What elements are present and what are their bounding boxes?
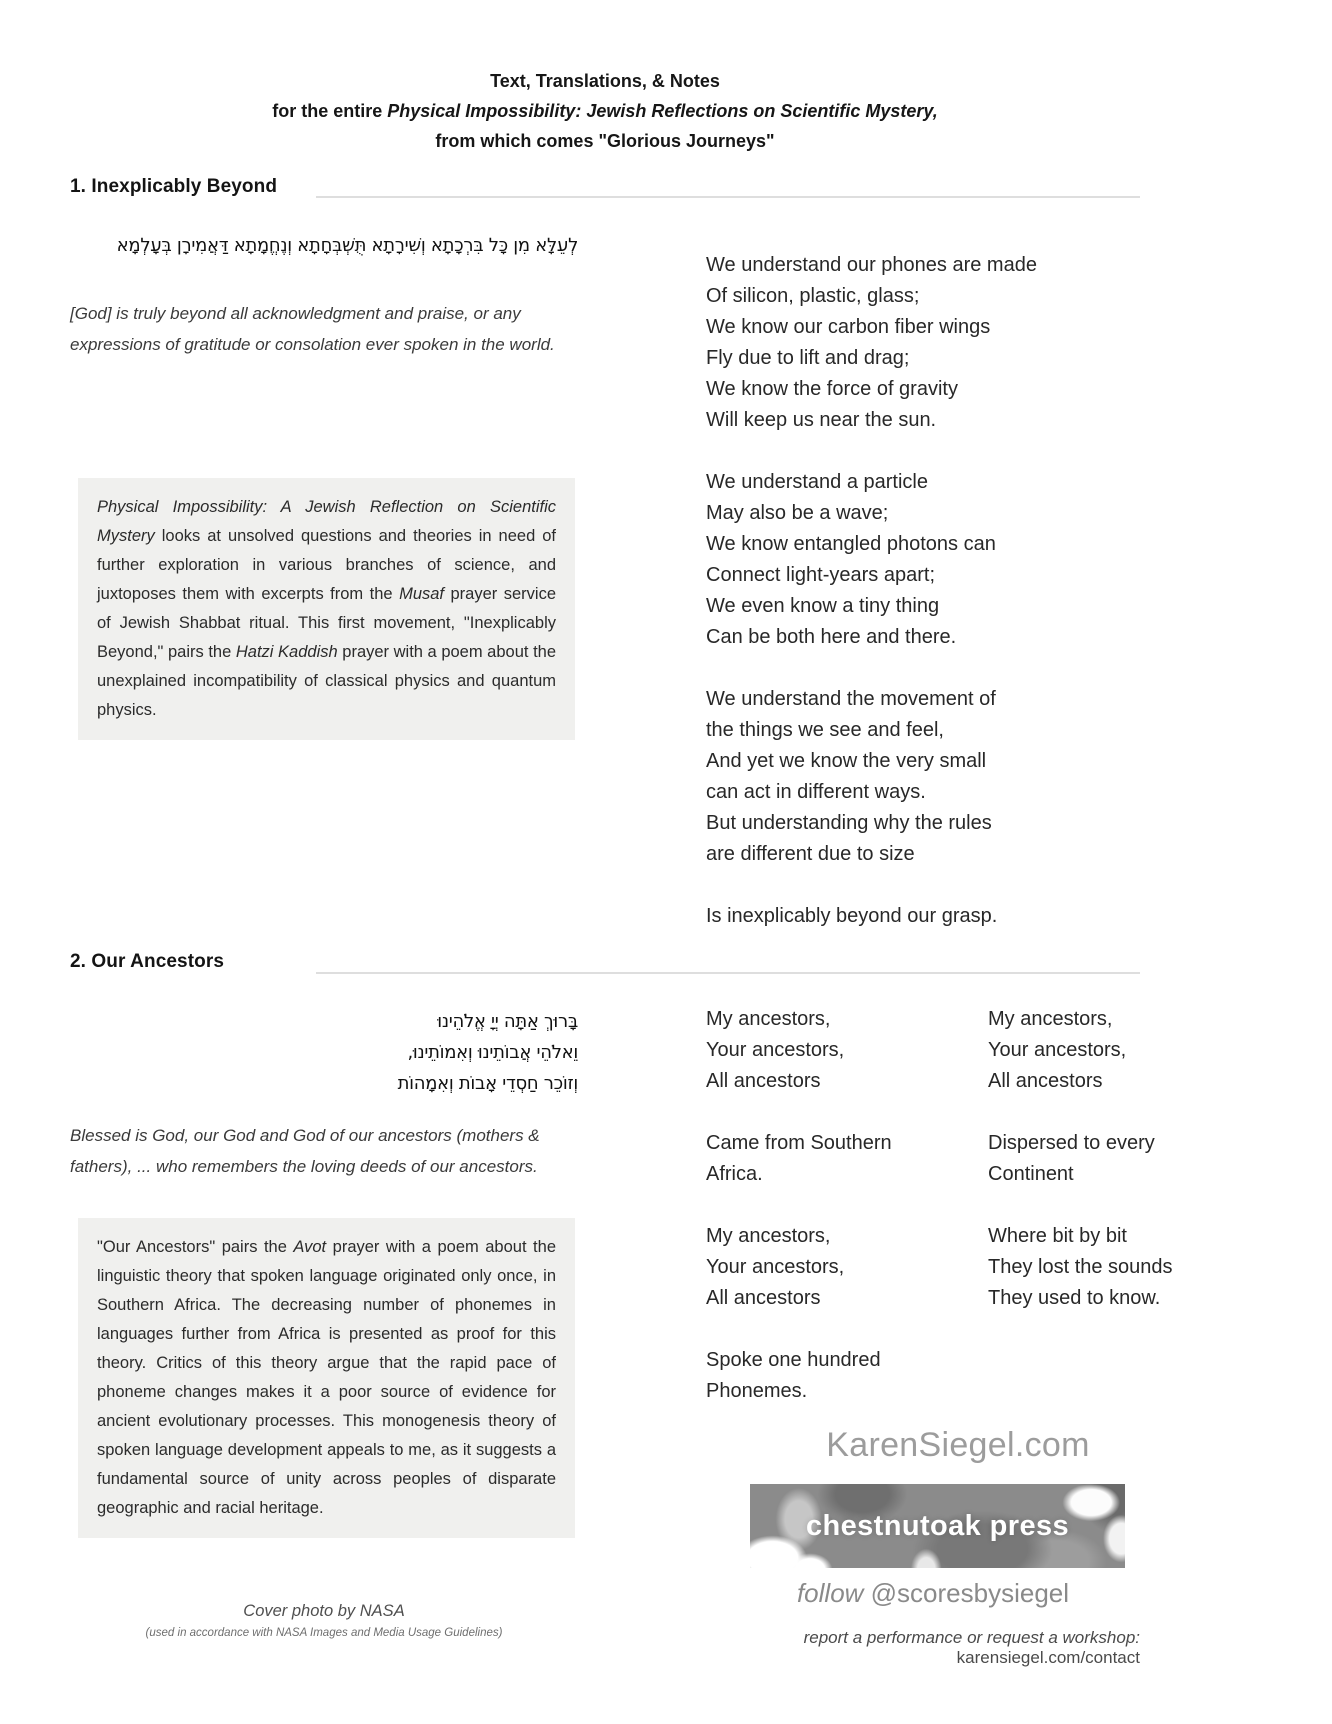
section-1-hebrew-text: לְעֵלָּא מִן כָּל בִּרְכָתָא וְשִׁירָתָא תֻּשְׁבְּחָתָא וְנֶחֱמָתָא דַּאֲמִירָן בְּעָלְמָא: [116, 235, 578, 256]
section-2-translation: Blessed is God, our God and God of our ancestors (mothers & fathers), ... who remembers the loving deeds of our ancestors.: [70, 1126, 540, 1176]
press-banner: [750, 1484, 1125, 1568]
website-link[interactable]: KarenSiegel.com: [826, 1426, 1090, 1464]
section-1-translation: [God] is truly beyond all acknowledgment and praise, or any expressions of gratitude or consolation ever spoken in the world.: [70, 304, 555, 354]
section-2-poem-column-2: My ancestors, Your ancestors, All ancestors Dispersed to every Continent Where bit by bit They lost the sounds They used to know.: [988, 1008, 1173, 1309]
cover-credit-text: Cover photo by NASA: [243, 1602, 405, 1620]
document-subtitle: for the entire Physical Impossibility: Jewish Reflections on Scientific Mystery,: [272, 101, 938, 121]
cover-photo-credit: [70, 1598, 578, 1642]
press-banner-text: chestnutoak press: [805, 1509, 1070, 1542]
document-subtitle-2: from which comes "Glorious Journeys": [435, 131, 775, 151]
section-1-program-note: Physical Impossibility: A Jewish Reflection on Scientific Mystery looks at unsolved questions and theories in need of further exploration in various branches of science, and juxtoposes them with excerpts from the Musaf prayer service of Jewish Shabbat ritual. This first movement, "Inexplicably Beyond," pairs the Hatzi Kaddish prayer with a poem about the unexplained incompatibility of classical physics and quantum physics.: [78, 478, 575, 740]
section-2-divider: [316, 972, 1140, 974]
social-follow-line[interactable]: follow @scoresbysiegel: [796, 1578, 1070, 1608]
document-title: Text, Translations, & Notes: [490, 71, 720, 91]
cover-credit-subtext: (used in accordance with NASA Images and Media Usage Guidelines): [145, 1627, 503, 1639]
section-2-program-note: "Our Ancestors" pairs the Avot prayer with a poem about the linguistic theory that spoken language originated only once, in Southern Africa. The decreasing number of phonemes in languages further from Africa is presented as proof for this theory. Critics of this theory argue that the rapid pace of phoneme changes makes it a poor source of evidence for ancient evolutionary processes. This monogenesis theory of spoken language development appeals to me, as it suggests a fundamental source of unity across peoples of disparate geographic and racial heritage.: [78, 1218, 575, 1538]
section-1-poem: We understand our phones are made Of silicon, plastic, glass; We know our carbon fiber wings Fly due to lift and drag; We know the force of gravity Will keep us near the sun. We understand a particle May also be a wave; We know entangled photons can Connect light-years apart; We even know a tiny thing Can be both here and there. We understand the movement of the things we see and feel, And yet we know the very small can act in different ways. But understanding why the rules are different due to size Is inexplicably beyond our grasp.: [706, 254, 1037, 927]
contact-line[interactable]: report a performance or request a workshop: karensiegel.com/contact: [803, 1628, 1150, 1667]
section-2-poem-column-1: My ancestors, Your ancestors, All ancestors Came from Southern Africa. My ancestors, Your ancestors, All ancestors Spoke one hundred Phonemes.: [706, 1008, 892, 1402]
section-1-heading: 1. Inexplicably Beyond: [70, 176, 278, 197]
section-1-divider: [316, 196, 1140, 198]
section-2-heading: 2. Our Ancestors: [70, 951, 224, 972]
document-header: [70, 66, 1140, 156]
section-2-hebrew-text: בָּרוּךְ אַתָּה יְיָ אֱלֹהֵינוּ וֵאלֹהֵי אֲבוֹתֵינוּ וְאִמוֹתֵינוּ, וְזוֹכֵר חַסְדֵי אָבוֹת וְאִמָהוֹת: [397, 1011, 578, 1094]
